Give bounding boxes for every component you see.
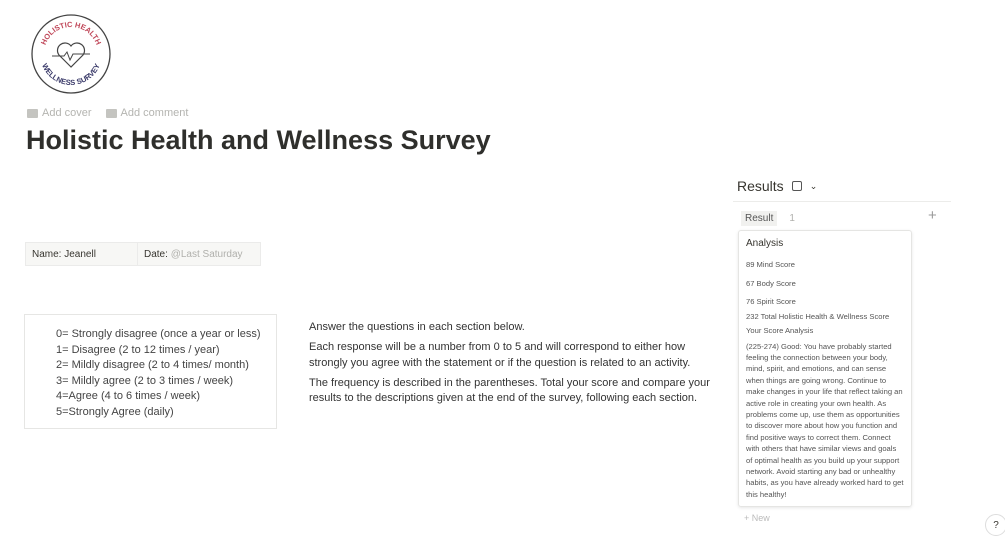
- date-label: Date:: [144, 249, 168, 260]
- scale-item: 4=Agree (4 to 6 times / week): [56, 390, 200, 403]
- scale-item: 0= Strongly disagree (once a year or less): [56, 328, 261, 340]
- card-title: Analysis: [746, 238, 784, 249]
- instruction-paragraph: The frequency is described in the parentheses. Total your score and compare your results to the descriptions given at the end of the survey, following each section.: [309, 376, 710, 404]
- chevron-down-icon[interactable]: ⌄: [809, 180, 818, 191]
- add-comment-label: Add comment: [120, 107, 189, 119]
- analysis-label: Your Score Analysis: [746, 326, 814, 335]
- mind-score: 89 Mind Score: [746, 260, 795, 269]
- add-group-button[interactable]: +: [928, 207, 937, 224]
- rating-scale-callout: [24, 314, 277, 429]
- help-button[interactable]: ?: [985, 514, 1005, 536]
- board-column: [738, 230, 912, 524]
- add-cover-label: Add cover: [42, 107, 92, 119]
- page-title[interactable]: Holistic Health and Wellness Survey: [26, 125, 491, 155]
- analysis-text: (225-274) Good: You have probably started feeling the connection between your body, mind, spirit, and emotions, and can sense when things are going wrong. Continue to make changes in your life that reflect taking an active role in creating your own health. As problems come up, use them as opportunities to discover more about how you function and find positive ways to correct them. Connect with others that have similar views and goals of optimal health as you build up your support network. Avoid starting any bad or unhealthy habits, as you have already worked hard to get this healthy!: [746, 341, 904, 499]
- date-cell[interactable]: [138, 243, 249, 265]
- instructions: [309, 320, 719, 411]
- instruction-paragraph: Answer the questions in each section below.: [309, 321, 525, 333]
- results-title: Results: [737, 178, 784, 194]
- group-count: 1: [789, 213, 795, 224]
- svg-text:WELLNESS SURVEY: WELLNESS SURVEY: [40, 61, 102, 88]
- svg-text:HOLISTIC HEALTH: HOLISTIC HEALTH: [38, 19, 104, 47]
- instruction-paragraph: Each response will be a number from 0 to 5 and will correspond to either how strongly you agree with the statement or if the question is related to an activity.: [309, 341, 691, 369]
- board-group-header: [741, 211, 795, 226]
- name-cell[interactable]: Name: Jeanell: [26, 243, 138, 265]
- body-score: 67 Body Score: [746, 278, 796, 288]
- scale-item: 2= Mildly disagree (2 to 4 times/ month): [56, 359, 249, 372]
- total-score: 232 Total Holistic Health & Wellness Score: [746, 311, 890, 321]
- results-database-header[interactable]: [737, 178, 817, 194]
- result-card[interactable]: [738, 230, 912, 507]
- scale-item: 5=Strongly Agree (daily): [56, 405, 174, 418]
- board-view-icon: [792, 181, 802, 191]
- survey-logo: [30, 13, 112, 95]
- info-table: [25, 242, 261, 266]
- comment-icon: [106, 109, 117, 118]
- date-value: @Last Saturday: [170, 249, 243, 260]
- add-cover-button[interactable]: [27, 107, 92, 119]
- scale-item: 1= Disagree (2 to 12 times / year): [56, 343, 220, 356]
- image-icon: [27, 109, 38, 118]
- divider: [733, 201, 951, 202]
- spirit-score: 76 Spirit Score: [746, 297, 796, 306]
- new-card-button[interactable]: + New: [744, 513, 770, 524]
- group-tag[interactable]: Result: [741, 211, 777, 226]
- scale-item: 3= Mildly agree (2 to 3 times / week): [56, 374, 233, 387]
- add-comment-button[interactable]: [106, 107, 189, 119]
